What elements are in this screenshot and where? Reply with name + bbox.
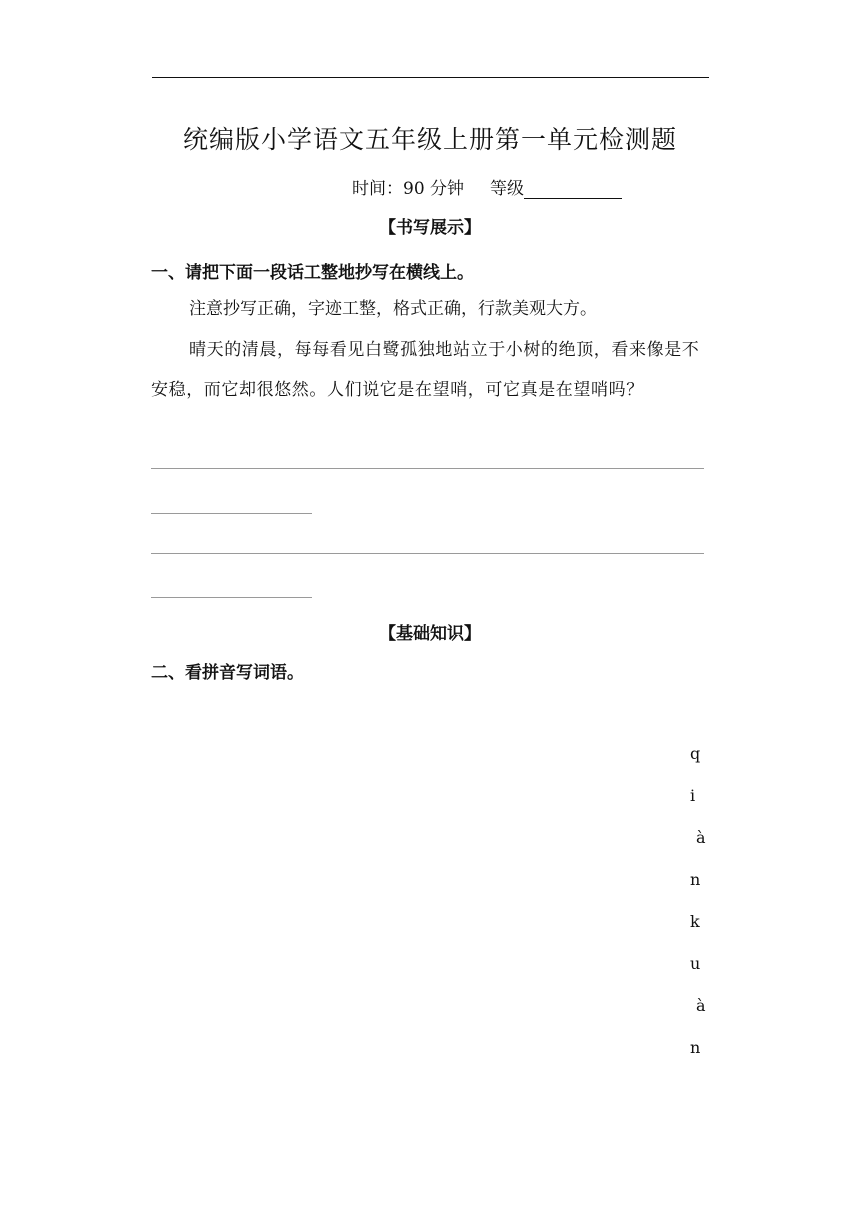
time-label: 时间：90 分钟 [352, 179, 465, 199]
pinyin-letter: k [690, 912, 700, 931]
pinyin-letter: n [690, 1038, 701, 1057]
pinyin-column [690, 742, 710, 1078]
section-heading-basic: 【基础知识】 [379, 624, 481, 644]
writing-line[interactable] [151, 597, 312, 598]
grade-label: 等级 [490, 179, 525, 199]
pinyin-letter: à [696, 828, 706, 847]
copy-passage: 晴天的清晨，每每看见白鹭孤独地站立于小树的绝顶，看来像是不安稳，而它却很悠然。人们说它是在望哨，可它真是在望哨吗？ [151, 340, 700, 400]
page-title: 统编版小学语文五年级上册第一单元检测题 [182, 125, 677, 154]
question-2-title: 二、看拼音写词语。 [151, 663, 304, 683]
pinyin-letter: u [690, 954, 701, 973]
pinyin-letter: n [690, 870, 701, 889]
writing-line[interactable] [151, 468, 704, 469]
grade-blank[interactable] [524, 180, 622, 199]
writing-line[interactable] [151, 553, 704, 554]
writing-line[interactable] [151, 513, 312, 514]
header-rule [152, 77, 709, 78]
pinyin-letter: q [690, 744, 701, 763]
pinyin-letter: i [690, 786, 696, 805]
pinyin-letter: à [696, 996, 706, 1015]
question-1-title: 一、请把下面一段话工整地抄写在横线上。 [151, 263, 474, 283]
exam-meta [352, 174, 622, 199]
section-heading-writing: 【书写展示】 [379, 218, 481, 238]
copy-instruction: 注意抄写正确，字迹工整，格式正确，行款美观大方。 [189, 299, 597, 319]
